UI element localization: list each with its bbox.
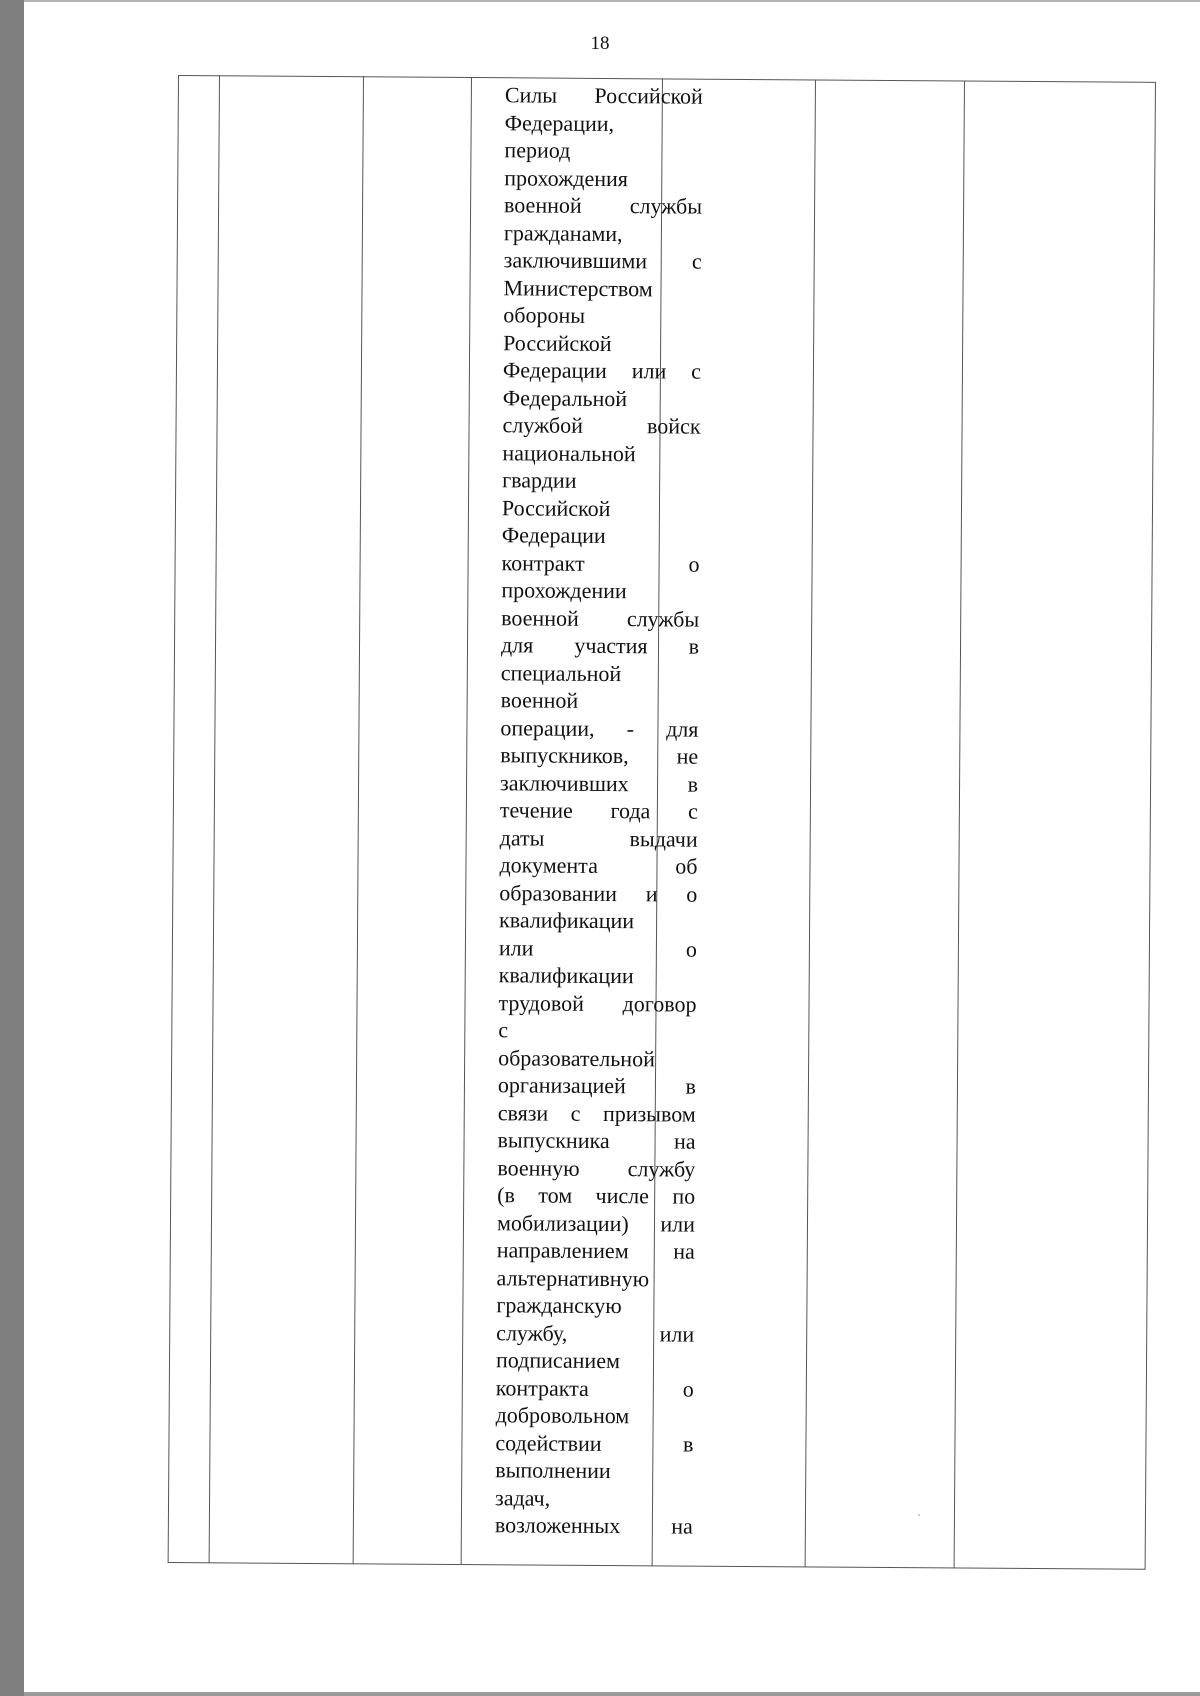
cell-text-line: заключивших в — [499, 769, 699, 797]
cell-text-line: специальной — [500, 659, 622, 686]
cell-text-line: для участия в — [500, 632, 700, 659]
cell-text-line: организацией в — [497, 1072, 697, 1099]
scan-top-edge — [24, 0, 1200, 2]
cell-text-line: или о — [498, 934, 698, 962]
cell-text-line: выпускника на — [497, 1127, 696, 1154]
document-table — [168, 75, 1156, 1570]
cell-text-line: период — [504, 137, 571, 163]
cell-text-line: связи с призывом — [497, 1099, 696, 1127]
cell-text-line: (в том числе по — [497, 1182, 696, 1209]
cell-text-line: Федерации, — [504, 109, 615, 136]
scan-left-margin — [0, 0, 24, 1696]
cell-text-line: Федерации или с — [502, 357, 702, 384]
cell-text-line: квалификации — [499, 907, 635, 934]
cell-text-line: задач, — [494, 1484, 551, 1511]
cell-text-line: прохождения — [504, 164, 629, 191]
cell-text-line: возложенных на — [494, 1512, 693, 1539]
cell-text-line: образовательной — [498, 1044, 655, 1071]
cell-text-line: добровольном — [495, 1402, 630, 1429]
cell-text-line: образовании и о — [499, 879, 698, 907]
cell-text-line: Российской — [501, 494, 611, 521]
cell-text-line: с — [498, 1017, 509, 1043]
cell-text-line: Министерством — [503, 274, 653, 301]
cell-text-line: военной службы — [504, 192, 703, 219]
cell-text-line: выполнении — [495, 1457, 611, 1484]
cell-text-line: национальной — [502, 439, 636, 466]
table-cell-text — [495, 81, 703, 1540]
cell-text-line: гражданами, — [503, 219, 623, 246]
cell-text-line: мобилизации) или — [496, 1209, 696, 1237]
cell-text-line: Федерации — [501, 522, 606, 548]
cell-text-line: операции, - для — [500, 714, 699, 742]
cell-text-line: прохождении — [501, 577, 627, 604]
cell-text-line: заключившими с — [503, 247, 702, 274]
scan-bottom-edge — [24, 1692, 1200, 1696]
cell-text-line: течение года с — [499, 797, 698, 824]
cell-text-line: военную службу — [497, 1154, 696, 1182]
cell-text-line: гвардии — [502, 467, 577, 493]
cell-text-line: военной — [500, 687, 579, 713]
cell-text-line: подписанием — [495, 1347, 621, 1374]
cell-text-line: квалификации — [498, 962, 634, 989]
cell-text-line: военной службы — [501, 604, 700, 632]
page-number: 18 — [590, 33, 610, 54]
cell-text-line: Федеральной — [502, 384, 628, 411]
cell-text-line: содействии в — [495, 1429, 694, 1457]
cell-text-line: документа об — [499, 852, 698, 879]
cell-text-line: выпускников, не — [500, 742, 699, 769]
cell-text-line: контракта о — [495, 1374, 694, 1402]
cell-text-line: контракт о — [501, 549, 700, 577]
cell-text-line: альтернативную — [496, 1264, 650, 1291]
cell-text-line: Российской — [503, 329, 612, 356]
cell-text-line: службой войск — [502, 412, 701, 439]
cell-text-line: даты выдачи — [499, 824, 698, 852]
cell-text-line: службу, или — [496, 1319, 695, 1347]
cell-text-line: Силы Российской — [504, 82, 703, 109]
cell-text-line: направлением на — [496, 1237, 695, 1264]
cell-text-line: гражданскую — [496, 1292, 622, 1319]
scan-speck — [918, 1514, 920, 1516]
cell-text-line: трудовой договор — [498, 989, 697, 1017]
cell-text-line: обороны — [503, 302, 586, 328]
